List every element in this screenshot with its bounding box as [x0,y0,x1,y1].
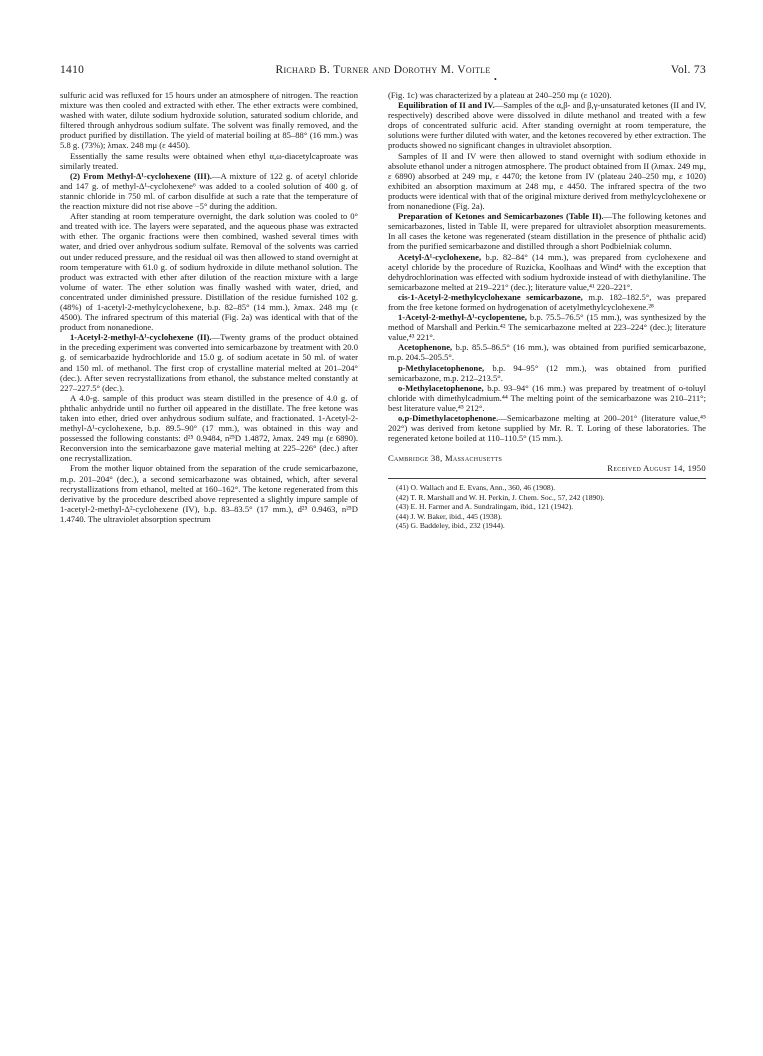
paragraph-text: Samples of II and IV were then allowed to stand overnight with sodium ethoxide in absolute ethanol under a nitrogen atmosphere. The product obtained from II (λmax. 249 mμ, ε 6890) absorbed at 249 mμ, ε 4470; the ketone from IV (plateau 240–250 mμ, ε 1020) exhibited an absorption maximum at 248 mμ, ε 4450. The infrared spectra of the two products were identical with that of the original mixture derived from methylcyclohexene or from nonanedione (Fig. 2a). [388,150,706,212]
paragraph [388,342,706,362]
paragraph-heading: (2) From Methyl-Δ¹-cyclohexene (III). [70,170,212,181]
right-column [388,90,706,530]
reference-item: (42) T. R. Marshall and W. H. Perkin, J. Chem. Soc., 57, 242 (1890). [396,492,605,502]
affiliation-block [388,453,706,473]
paragraph-text: —A mixture of 122 g. of acetyl chloride and 147 g. of methyl-Δ¹-cyclohexene⁶ was added to a cooled solution of 400 g. of stannic chloride in 750 ml. of carbon disulfide at such a rate that the temperature of the reaction mixture did not rise above −5° during the addition. [60,170,358,212]
page-number: 1410 [60,64,85,76]
paragraph-text: —The following ketones and semicarbazones, listed in Table II, were prepared for ultraviolet absorption measurements. In all cases the ketone was regenerated (steam distillation in the presence of phthalic acid) from the purified semicarbazone and distilled through a short Podbielniak column. [388,211,706,252]
paragraph [388,252,706,292]
paragraph-text: b.p. 93–94° (16 mm.) was prepared by treatment of o-toluyl chloride with dimethylcadmium.⁴⁴ The melting point of the semicarbazone was 210–211°; best literature value,⁴⁵ 212°. [388,382,706,413]
paragraph-continuation [60,90,358,151]
paragraph-text: —Samples of the α,β- and β,γ-unsaturated ketones (II and IV, respectively) described above were dissolved in dilute methanol and treated with a few drops of concentrated sulfuric acid. After standing overnight at room temperature, the solutions were further diluted with water, and the ketones recovered by ether extraction. The products showed no significant changes in ultraviolet absorption. [388,100,706,151]
paragraph-heading: o-Methylacetophenone, [398,382,484,393]
paragraph-heading: 1-Acetyl-2-methyl-Δ¹-cyclopentene, [398,312,527,323]
paragraph-text: sulfuric acid was refluxed for 15 hours under an atmosphere of nitrogen. The reaction mixture was then cooled and extracted with ether. The ether extracts were combined, washed with water, dilute sodium hydroxide solution, saturated sodium chloride, and filtered through anhydrous sodium sulfate. The solvent was finally removed, and the product purified by distillation. The yield of material boiling at 85–88° (16 mm.) was 5.8 g. (73%); λmax. 248 mμ (ε 4450). [60,90,358,151]
running-title: Richard B. Turner and Dorothy M. Voitle [275,64,491,76]
received-date: Received August 14, 1950 [607,463,706,474]
paragraph [60,171,358,211]
paragraph [60,151,358,171]
place-line: Cambridge 38, Massachusetts [388,453,503,464]
paragraph [60,332,358,393]
running-header [60,64,706,84]
paragraph-heading: Preparation of Ketones and Semicarbazones (Table II). [398,211,604,222]
paragraph [388,363,706,383]
paragraph-text: b.p. 75.5–76.5° (15 mm.), was synthesized by the method of Marshall and Perkin.⁴² The semicarbazone melted at 223–224° (dec.); literature value,⁴³ 221°. [388,312,706,343]
paragraph-text: —Semicarbazone melting at 200–201° (literature value,⁴⁵ 202°) was derived from ketone supplied by Mr. R. T. Loring of these laboratories. The regenerated ketone boiled at 110–110.5° (15 mm.). [388,413,706,444]
paragraph [60,211,358,332]
paragraph-continuation [388,90,706,100]
paragraph [388,211,706,251]
paragraph [60,393,358,464]
paragraph [388,312,706,342]
paragraph [388,151,706,212]
paragraph [388,292,706,312]
paragraph [388,100,706,150]
paragraph-text: After standing at room temperature overnight, the dark solution was cooled to 0° and treated with ice. The layers were separated, and the aqueous phase was extracted with ether. The organic fractions were then combined, washed several times with water, and dried over anhydrous sodium sulfate. Removal of the solvents was carried out under reduced pressure, and the residual oil was then allowed to stand overnight at room temperature with 61.0 g. of sodium hydroxide in dilute methanol solution. The product was extracted with ether after dilution of the reaction mixture with a large volume of water. The ether solution was finally washed with water, dried, and concentrated under diminished pressure. Distillation of the residue furnished 102 g. (48%) of 1-acetyl-2-methylcyclohexene, b.p. 82–85° (14 mm.), λmax. 248 mμ (ε 4500). The infrared spectrum of this material (Fig. 2a) was identical with that of the product from nonanedione. [60,211,358,333]
paragraph [388,383,706,413]
paragraph-heading: cis-1-Acetyl-2-methylcyclohexane semicarbazone, [398,291,583,302]
paragraph [388,413,706,443]
references-list [388,483,706,530]
reference-item: (44) J. W. Baker, ibid., 445 (1938). [396,511,502,521]
paragraph-text: m.p. 182–182.5°, was prepared from the free ketone formed on hydrogenation of acetylmethylcyclohexene.²⁸ [388,291,706,312]
paragraph-text: —Twenty grams of the product obtained in the preceding experiment was converted into semicarbazone by treatment with 20.0 g. of semicarbazide hydrochloride and 15.0 g. of sodium acetate in 50 ml. of water and 150 ml. of methanol. The first crop of crystalline material melted at 201–204° (dec.). After seven recrystallizations from ethanol, the substance melted constantly at 227–227.5° (dec.). [60,332,358,393]
footnote-rule [388,478,706,479]
paragraph-heading: 1-Acetyl-2-methyl-Δ¹-cyclohexene (II). [70,332,212,343]
paragraph-heading: Acetophenone, [398,342,453,353]
reference-item: (41) O. Wallach and E. Evans, Ann., 360, 46 (1908). [396,483,556,493]
paragraph-heading: Acetyl-Δ¹-cyclohexene, [398,251,482,262]
paragraph-heading: o,p-Dimethylacetophenone. [398,413,499,423]
paragraph-text: b.p. 94–95° (12 mm.), was obtained from purified semicarbazone, m.p. 212–213.5°. [388,362,706,383]
reference-item: (43) E. H. Farmer and A. Sundralingam, ibid., 121 (1942). [396,502,574,512]
paragraph-text: Essentially the same results were obtained when ethyl α,ω-diacetylcaproate was similarly treated. [60,150,358,171]
left-column [60,90,358,524]
paragraph-heading: Equilibration of II and IV. [398,100,495,111]
paragraph-text: b.p. 85.5–86.5° (16 mm.), was obtained from purified semicarbazone, m.p. 204.5–205.5°. [388,342,706,363]
paragraph-text: (Fig. 1c) was characterized by a plateau at 240–250 mμ (ε 1020). [388,90,612,100]
reference-item: (45) G. Baddeley, ibid., 232 (1944). [396,520,505,530]
paragraph-heading: p-Methylacetophenone, [398,362,485,373]
volume-label: Vol. 73 [670,64,706,76]
paragraph [60,463,358,524]
paragraph-text: From the mother liquor obtained from the separation of the crude semicarbazone, m.p. 201–204° (dec.), a second semicarbazone was obtained, which, after several recrystallizations from ethanol, melted at 160–162°. The ketone regenerated from this derivative by the procedure described above represented a slightly impure sample of 1-acetyl-2-methyl-Δ²-cyclohexene (IV), b.p. 83–83.5° (17 mm.), d²⁵ 0.9463, n²⁵D 1.4740. The ultraviolet absorption spectrum [60,463,358,524]
paragraph-text: b.p. 82–84° (14 mm.), was prepared from cyclohexene and acetyl chloride by the procedure of Ruzicka, Koolhaas and Wind⁴ with the exception that dehydrochlorination was effected with sodium hydroxide instead of with diethylaniline. The semicarbazone melted at 219–221° (dec.); literature value,⁴¹ 220–221°. [388,251,706,292]
header-dot: • [494,75,498,84]
paragraph-text: A 4.0-g. sample of this product was steam distilled in the presence of 4.0 g. of phthalic anhydride until no further oil appeared in the distillate. The free ketone was taken into ether, dried over anhydrous sodium sulfate, and fractionated. 1-Acetyl-2-methyl-Δ¹-cyclohexene, b.p. 89.5–90° (17 mm.), was obtained in this way and possessed the following constants: d²⁵ 0.9484, n²⁵D 1.4872, λmax. 249 mμ (ε 6890). Reconversion into the semicarbazone gave material melting at 225–226° (dec.) after one recrystallization. [60,392,358,464]
